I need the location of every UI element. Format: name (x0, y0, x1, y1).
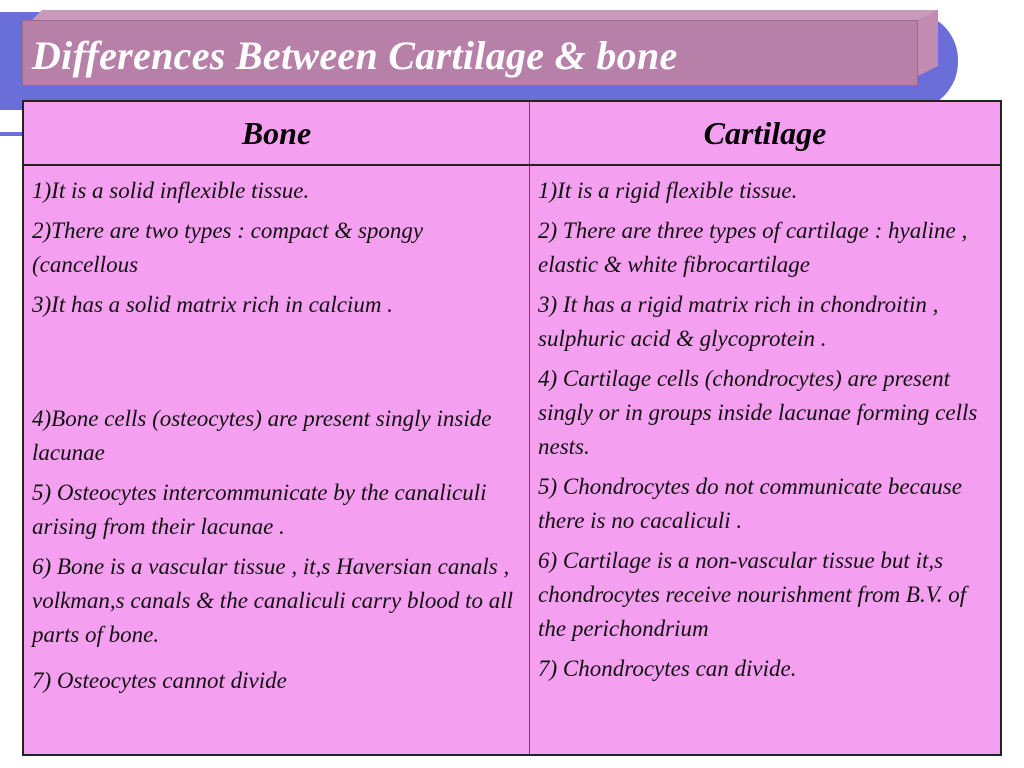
cartilage-point-5: 5) Chondrocytes do not communicate because there is no cacaliculi . (538, 474, 962, 533)
cartilage-point-4: 4) Cartilage cells (chondrocytes) are present singly or in groups inside lacunae forming cells nests. (538, 366, 978, 459)
cartilage-point-6: 6) Cartilage is a non-vascular tissue but it,s chondrocytes receive nourishment from B.V. of the perichondrium (538, 548, 967, 641)
cartilage-point-3: 3) It has a rigid matrix rich in chondroitin , sulphuric acid & glycoprotein . (538, 292, 939, 351)
cartilage-column-cell (530, 165, 1002, 755)
cartilage-point-2: 2) There are three types of cartilage : hyaline , elastic & white fibrocartilage (538, 218, 968, 277)
bone-point-7: 7) Osteocytes cannot divide (32, 668, 287, 693)
comparison-table (22, 100, 1002, 756)
bone-point-3: 3)It has a solid matrix rich in calcium . (32, 292, 393, 317)
slide-title: Differences Between Cartilage & bone (32, 33, 678, 78)
bone-point-2: 2)There are two types : compact & spongy (cancellous (32, 218, 424, 277)
bone-column-cell (23, 165, 530, 755)
header-cartilage: Cartilage (530, 101, 1002, 165)
decorative-line (0, 132, 24, 136)
table-header-row (23, 101, 1001, 165)
title-box-top-face (32, 10, 938, 20)
bone-point-4: 4)Bone cells (osteocytes) are present singly inside lacunae (32, 406, 492, 465)
table-row (23, 165, 1001, 755)
header-bone: Bone (23, 101, 530, 165)
cartilage-point-1: 1)It is a rigid flexible tissue. (538, 178, 798, 203)
bone-point-1: 1)It is a solid inflexible tissue. (32, 178, 310, 203)
bone-point-5: 5) Osteocytes intercommunicate by the canaliculi arising from their lacunae . (32, 480, 487, 539)
title-box (22, 10, 922, 76)
cartilage-point-7: 7) Chondrocytes can divide. (538, 656, 797, 681)
bone-point-6: 6) Bone is a vascular tissue , it,s Haversian canals , volkman,s canals & the canaliculi carry blood to all parts of bone. (32, 554, 514, 647)
